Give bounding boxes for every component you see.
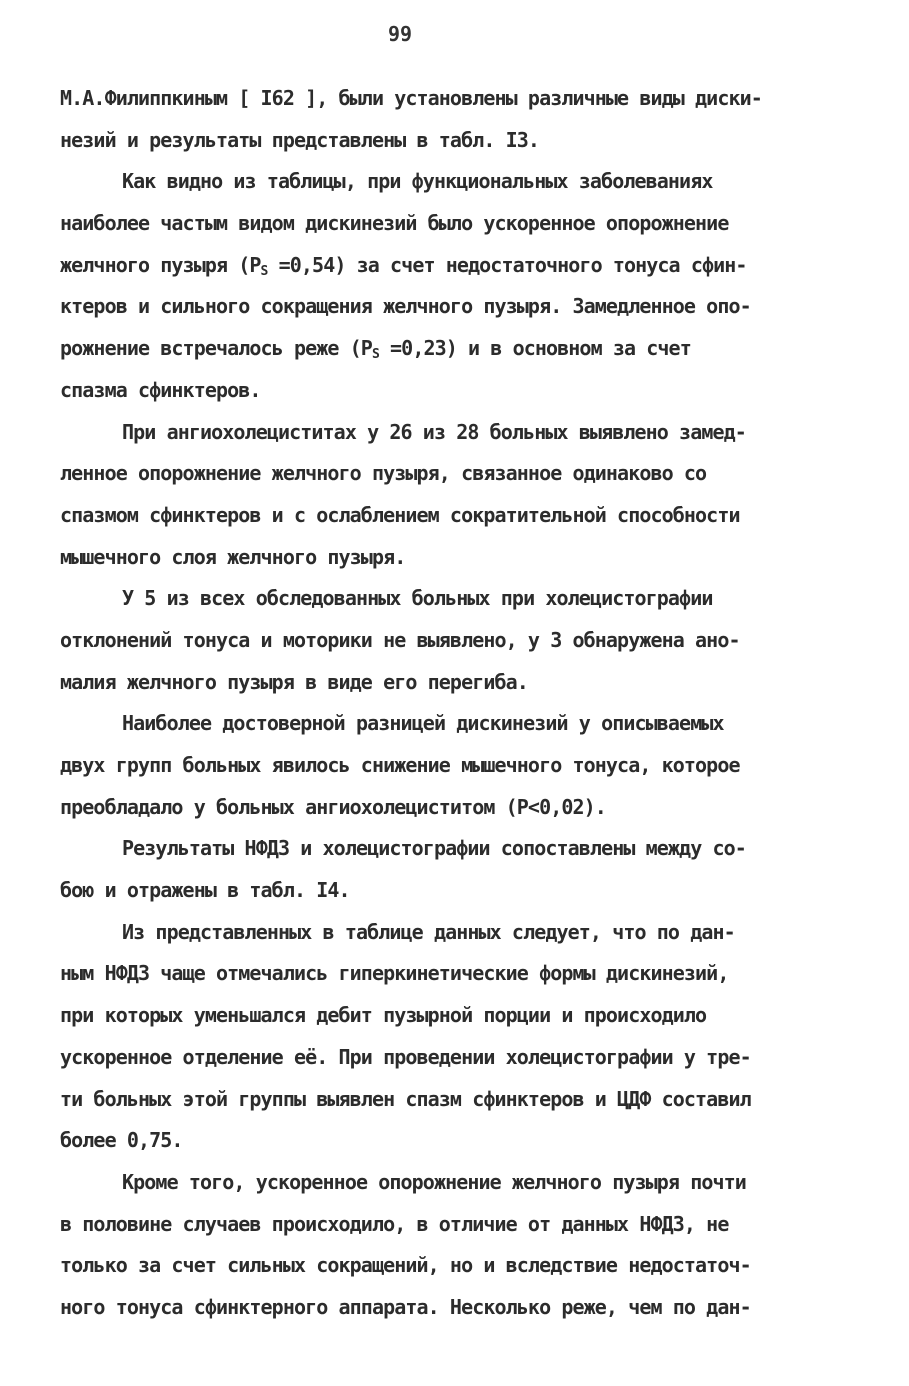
text-line: в половине случаев происходило, в отличие от данных НФДЗ, не <box>60 1211 729 1236</box>
text-line: более 0,75. <box>60 1128 183 1153</box>
text-line: двух групп больных явилось снижение мышечного тонуса, которое <box>60 753 740 777</box>
text-line: ускоренное отделение её. При проведении холецистографии у тре- <box>60 1044 751 1069</box>
subscript: S <box>260 263 268 279</box>
text-line: спазмом сфинктеров и с ослаблением сократительной способности <box>60 502 740 527</box>
text-line <box>60 328 850 370</box>
text-line: мышечного слоя желчного пузыря. <box>60 544 406 569</box>
text-line: наиболее частым видом дискинезий было ускоренное опорожнение <box>60 211 729 236</box>
text-segment: =0,23) и в основном за счет <box>378 336 691 361</box>
text-line: при которых уменьшался дебит пузырной порции и происходило <box>60 1003 707 1028</box>
text-line: спазма сфинктеров. <box>60 377 261 402</box>
text-line: М.А.Филиппкиным [ I62 ], были установлены различные виды диски- <box>60 86 762 110</box>
text-line: ктеров и сильного сокращения желчного пузыря. Замедленное опо- <box>60 294 751 319</box>
text-line: ти больных этой группы выявлен спазм сфинктеров и ЦДФ составил <box>60 1086 751 1111</box>
page-number: 99 <box>387 22 413 46</box>
text-line: малия желчного пузыря в виде его перегиба. <box>60 669 528 694</box>
text-segment: рожнение встречалось реже (P <box>60 336 372 361</box>
text-segment: желчного пузыря (P <box>60 252 261 277</box>
text-line <box>60 245 850 287</box>
text-line: отклонений тонуса и моторики не выявлено, у 3 обнаружена ано- <box>60 627 740 652</box>
text-line: бою и отражены в табл. I4. <box>60 878 350 903</box>
text-line: Из представленных в таблице данных следует, что по дан- <box>122 919 735 944</box>
text-segment: =0,54) за счет недостаточного тонуса сфин- <box>267 252 747 277</box>
body-text <box>60 78 850 1329</box>
text-line: Как видно из таблицы, при функциональных заболеваниях <box>122 169 713 194</box>
text-line: ленное опорожнение желчного пузыря, связанное одинаково со <box>60 461 707 486</box>
text-line: При ангиохолециститах у 26 из 28 больных выявлено замед- <box>122 419 746 444</box>
text-line: Наиболее достоверной разницей дискинезий у описываемых <box>122 711 724 736</box>
text-line: преобладало у больных ангиохолециститом (P<0,02). <box>60 794 606 819</box>
subscript: S <box>371 347 379 363</box>
text-line: ного тонуса сфинктерного аппарата. Несколько реже, чем по дан- <box>60 1294 751 1319</box>
text-line: У 5 из всех обследованных больных при холецистографии <box>122 586 713 611</box>
text-line: только за счет сильных сокращений, но и вследствие недостаточ- <box>60 1253 751 1278</box>
text-line: Кроме того, ускоренное опорожнение желчного пузыря почти <box>122 1169 746 1194</box>
text-line: ным НФДЗ чаще отмечались гиперкинетические формы дискинезий, <box>60 961 729 986</box>
text-line: Результаты НФДЗ и холецистографии сопоставлены между со- <box>122 836 746 861</box>
text-line: незий и результаты представлены в табл. I3. <box>60 127 540 152</box>
